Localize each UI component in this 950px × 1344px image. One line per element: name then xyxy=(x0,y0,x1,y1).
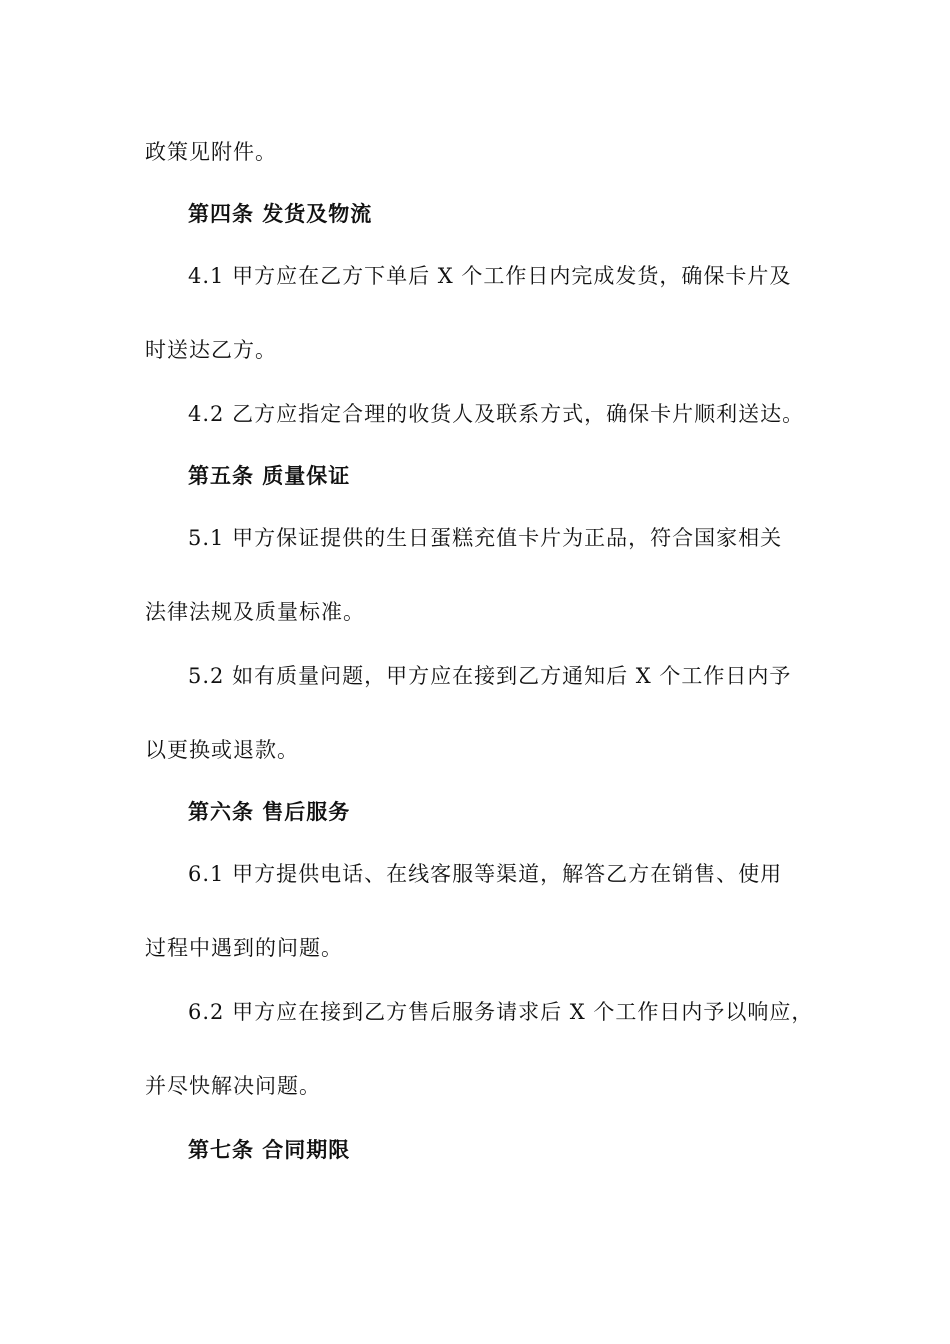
section-heading-article-6: 第六条 售后服务 xyxy=(188,800,351,824)
clause-4-1-continuation: 时送达乙方。 xyxy=(145,338,277,362)
clause-6-1: 6.1 甲方提供电话、在线客服等渠道，解答乙方在销售、使用 xyxy=(188,862,783,886)
clause-6-1-continuation: 过程中遇到的问题。 xyxy=(145,936,343,960)
clause-5-1: 5.1 甲方保证提供的生日蛋糕充值卡片为正品，符合国家相关 xyxy=(188,526,783,550)
clause-5-2: 5.2 如有质量问题，甲方应在接到乙方通知后 X 个工作日内予 xyxy=(188,664,792,688)
clause-4-1: 4.1 甲方应在乙方下单后 X 个工作日内完成发货，确保卡片及 xyxy=(188,264,792,288)
clause-4-2: 4.2 乙方应指定合理的收货人及联系方式，确保卡片顺利送达。 xyxy=(188,402,805,426)
clause-5-1-continuation: 法律法规及质量标准。 xyxy=(145,600,365,624)
clause-6-2: 6.2 甲方应在接到乙方售后服务请求后 X 个工作日内予以响应， xyxy=(188,1000,814,1024)
paragraph-continuation: 政策见附件。 xyxy=(145,140,277,164)
section-heading-article-5: 第五条 质量保证 xyxy=(188,464,351,488)
section-heading-article-7: 第七条 合同期限 xyxy=(188,1138,351,1162)
clause-6-2-continuation: 并尽快解决问题。 xyxy=(145,1074,321,1098)
section-heading-article-4: 第四条 发货及物流 xyxy=(188,202,373,226)
clause-5-2-continuation: 以更换或退款。 xyxy=(145,738,299,762)
